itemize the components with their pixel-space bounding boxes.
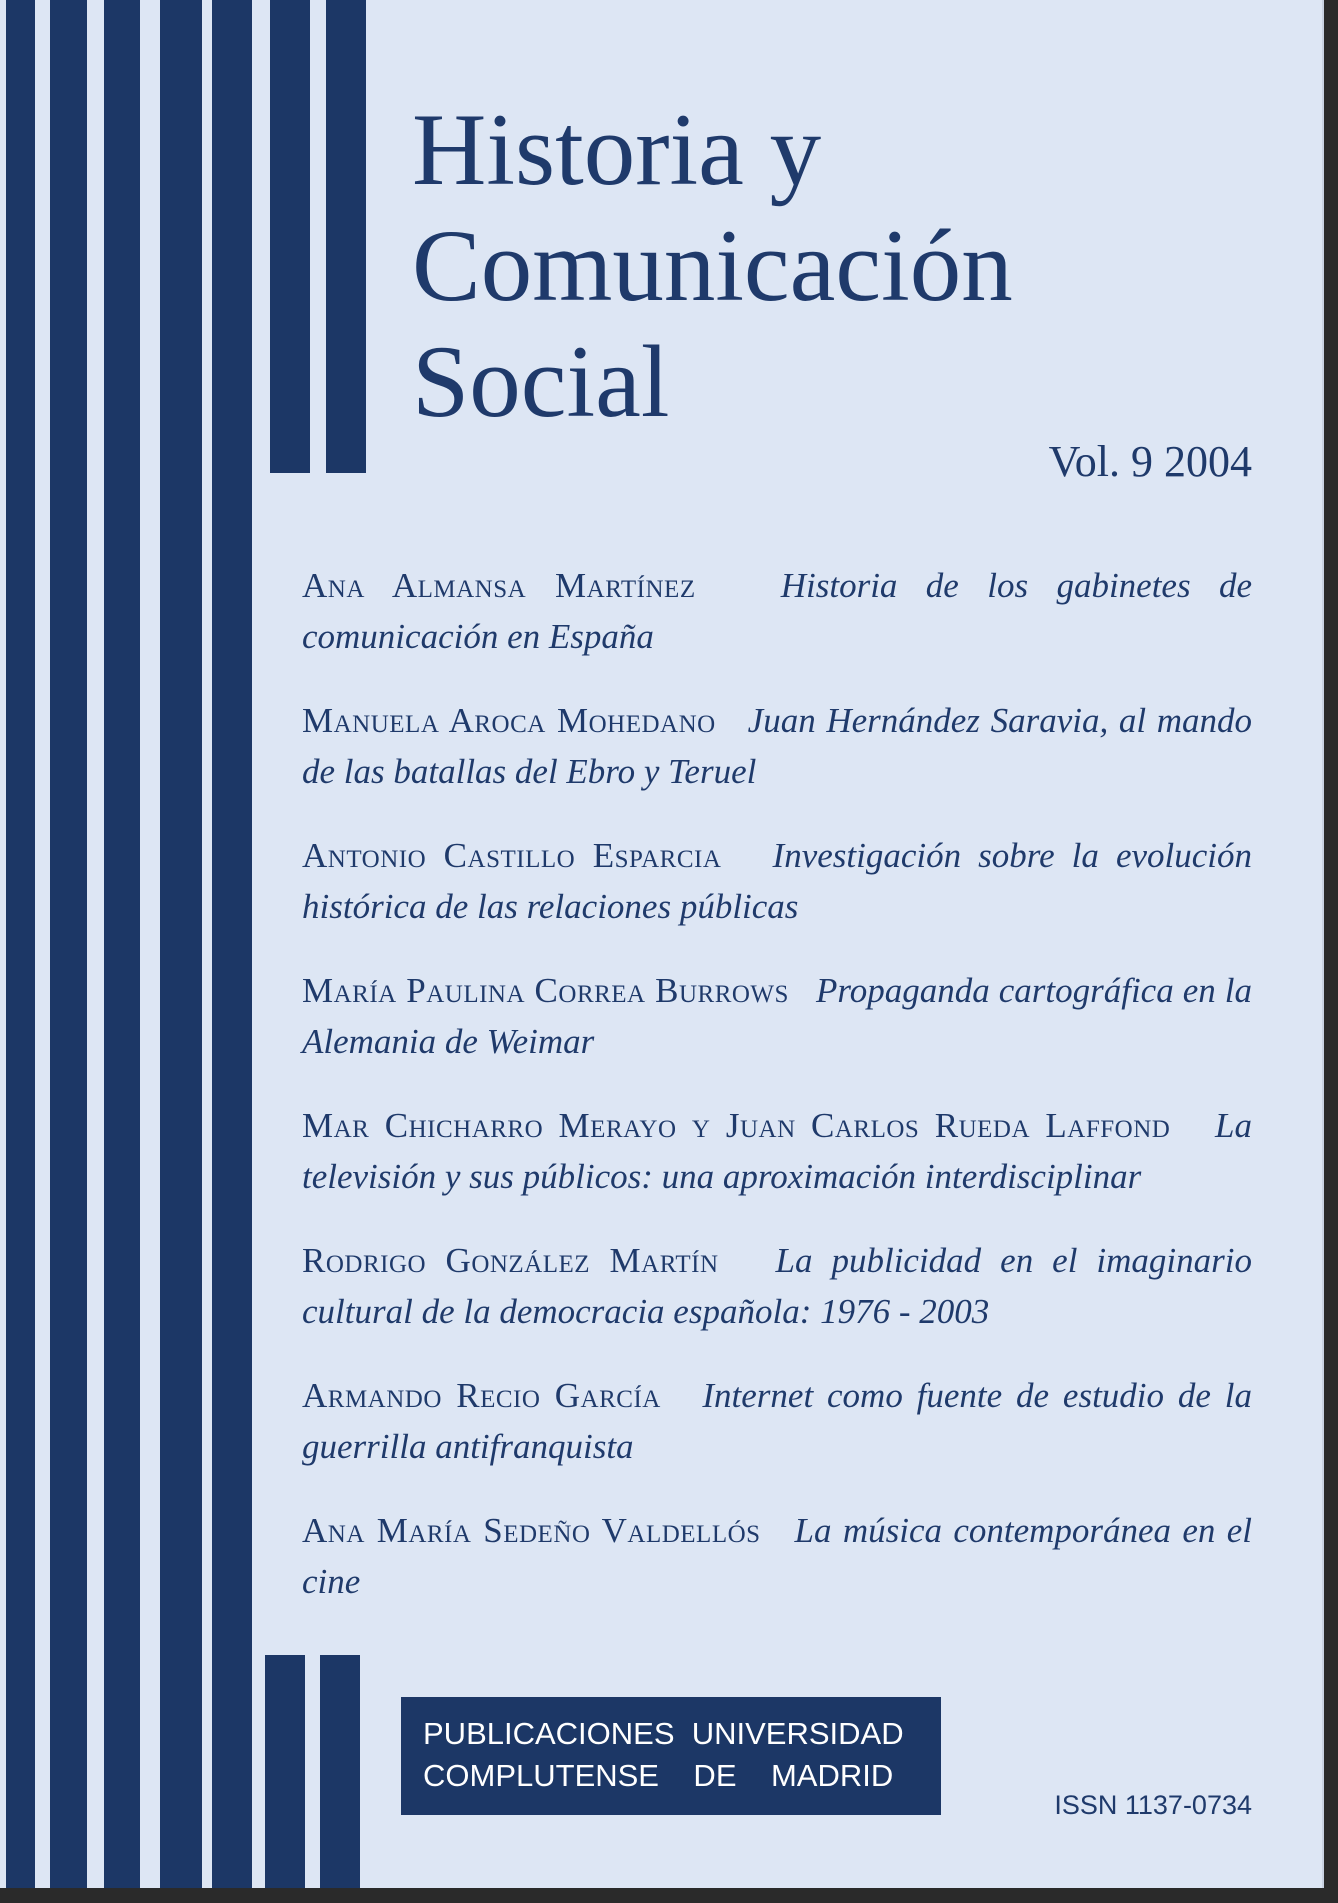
article-entry [302,1235,1252,1337]
stripe [50,0,87,1888]
issn-number: ISSN 1137-0734 [1054,1790,1252,1820]
article-author: Armando Recio García [302,1376,661,1415]
article-author: Ana María Sedeño Valdellós [302,1511,761,1550]
article-title: La publicidad en el imaginario cultural de la democracia española: 1976 - 2003 [302,1241,1252,1331]
article-title: Investigación sobre la evolución histórica de las relaciones públicas [302,836,1252,926]
article-title: Propaganda cartográfica en la Alemania de Weimar [302,971,1252,1061]
publisher-line: PUBLICACIONES UNIVERSIDAD [423,1716,904,1751]
article-entry [302,1505,1252,1607]
stripe [212,0,252,1888]
article-author: Manuela Aroca Mohedano [302,701,716,740]
journal-title [412,92,1013,440]
article-title: La música contemporánea en el cine [302,1511,1252,1601]
publisher-line: COMPLUTENSE DE MADRID [423,1758,894,1793]
stripe [104,0,140,1888]
stripe [160,0,202,1888]
article-entry [302,830,1252,932]
publisher-box [401,1697,941,1815]
journal-title-line: Historia y [412,93,822,207]
stripe [265,1655,305,1888]
stripe [326,0,366,473]
article-title: La televisión y sus públicos: una aproximación interdisciplinar [302,1106,1252,1196]
article-entry [302,1100,1252,1202]
table-of-contents [302,560,1252,1640]
article-entry [302,965,1252,1067]
article-author: Rodrigo González Martín [302,1241,719,1280]
stripe [6,0,35,1888]
article-entry [302,560,1252,662]
article-title: Historia de los gabinetes de comunicación en España [302,566,1252,656]
article-title: Internet como fuente de estudio de la guerrilla antifranquista [302,1376,1252,1466]
stripe [270,0,310,473]
article-author: Mar Chicharro Merayo y Juan Carlos Rueda Laffond [302,1106,1171,1145]
article-entry [302,695,1252,797]
stripe [320,1655,360,1888]
article-author: María Paulina Correa Burrows [302,971,789,1010]
article-title: Juan Hernández Saravia, al mando de las batallas del Ebro y Teruel [302,701,1252,791]
article-author: Antonio Castillo Esparcia [302,836,722,875]
article-entry [302,1370,1252,1472]
journal-title-line: Social [412,325,670,439]
journal-title-line: Comunicación [412,209,1013,323]
article-author: Ana Almansa Martínez [302,566,696,605]
volume-year: Vol. 9 2004 [1048,437,1252,486]
